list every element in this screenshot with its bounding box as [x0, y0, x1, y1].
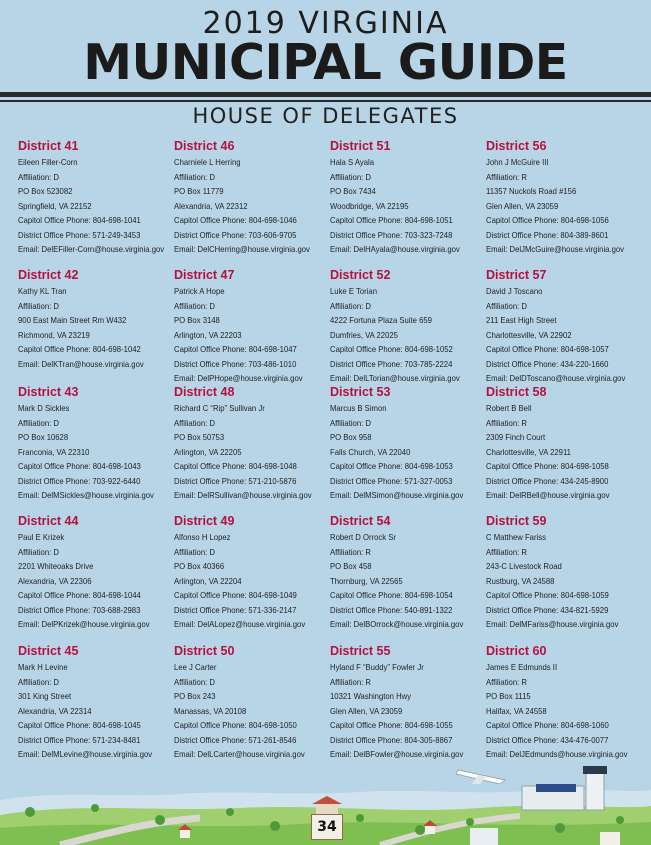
address-line-1: 11357 Nuckols Road #156 — [486, 186, 577, 196]
address-line-2: Charlottesville, VA 22902 — [486, 329, 572, 340]
email-address[interactable]: Email: DelMSickles@house.virginia.gov — [18, 490, 154, 500]
capitol-office-phone: Capitol Office Phone: 804-698-1057 — [486, 344, 609, 354]
delegate-name: Mark H Levine — [18, 662, 68, 672]
address-line-1: PO Box 3148 — [174, 315, 220, 325]
address-line-2: Franconia, VA 22310 — [18, 446, 90, 457]
delegate-entry — [174, 385, 324, 503]
district-office-phone: District Office Phone: 804-305-8867 — [330, 734, 453, 745]
page-number: 34 — [311, 814, 343, 840]
district-heading: District 55 — [330, 644, 391, 658]
affiliation: Affiliation: D — [18, 417, 59, 428]
delegates-directory — [18, 139, 643, 779]
delegate-entry — [330, 139, 480, 257]
address-line-2: Thornburg, VA 22565 — [330, 575, 403, 586]
airport-building — [522, 766, 607, 810]
delegate-name: James E Edmunds II — [486, 662, 558, 672]
capitol-office-phone: Capitol Office Phone: 804-698-1051 — [330, 215, 453, 225]
address-line-2: Arlington, VA 22204 — [174, 575, 242, 586]
delegate-entry — [486, 139, 636, 257]
delegate-name: Patrick A Hope — [174, 286, 225, 296]
delegate-entry — [486, 385, 636, 503]
email-address[interactable]: Email: DelPHope@house.virginia.gov — [174, 373, 303, 383]
address-line-2: Dumfries, VA 22025 — [330, 329, 398, 340]
district-office-phone: District Office Phone: 540-891-1322 — [330, 604, 453, 615]
guide-title: MUNICIPAL GUIDE — [83, 34, 568, 91]
district-heading: District 42 — [18, 268, 79, 282]
affiliation: Affiliation: R — [486, 676, 527, 687]
airplane-icon — [456, 770, 505, 784]
email-address[interactable]: Email: DelDToscano@house.virginia.gov — [486, 373, 626, 383]
address-line-2: Woodbridge, VA 22195 — [330, 200, 409, 211]
delegate-name: John J McGuire III — [486, 157, 549, 167]
district-heading: District 43 — [18, 385, 79, 399]
affiliation: Affiliation: D — [18, 300, 59, 311]
delegate-name: Robert B Bell — [486, 403, 532, 413]
district-office-phone: District Office Phone: 434-821-5929 — [486, 604, 609, 615]
district-office-phone: District Office Phone: 703-323-7248 — [330, 229, 453, 240]
district-heading: District 51 — [330, 139, 391, 153]
capitol-office-phone: Capitol Office Phone: 804-698-1049 — [174, 590, 297, 600]
district-office-phone: District Office Phone: 571-336-2147 — [174, 604, 297, 615]
address-line-2: Rustburg, VA 24588 — [486, 575, 555, 586]
district-heading: District 50 — [174, 644, 235, 658]
district-office-phone: District Office Phone: 703-486-1010 — [174, 358, 297, 369]
email-address[interactable]: Email: DelMLevine@house.virginia.gov — [18, 749, 153, 759]
address-line-2: Charlottesville, VA 22911 — [486, 446, 571, 457]
district-heading: District 46 — [174, 139, 235, 153]
district-heading: District 45 — [18, 644, 79, 658]
capitol-office-phone: Capitol Office Phone: 804-698-1047 — [174, 344, 297, 354]
district-office-phone: District Office Phone: 434-220-1660 — [486, 358, 609, 369]
affiliation: Affiliation: D — [174, 300, 215, 311]
title-rule-thin — [0, 100, 651, 102]
district-heading: District 47 — [174, 268, 235, 282]
district-office-phone: District Office Phone: 703-785-2224 — [330, 358, 453, 369]
district-heading: District 52 — [330, 268, 391, 282]
address-line-1: PO Box 523082 — [18, 186, 73, 196]
email-address[interactable]: Email: DelPKrizek@house.virginia.gov — [18, 619, 150, 629]
section-heading: HOUSE OF DELEGATES — [192, 104, 459, 128]
district-heading: District 54 — [330, 514, 391, 528]
affiliation: Affiliation: R — [486, 417, 527, 428]
district-heading: District 41 — [18, 139, 79, 153]
affiliation: Affiliation: D — [330, 171, 371, 182]
district-office-phone: District Office Phone: 571-261-8546 — [174, 734, 297, 745]
delegate-name: Robert D Orrock Sr — [330, 532, 396, 542]
address-line-2: Richmond, VA 23219 — [18, 329, 90, 340]
address-line-2: Arlington, VA 22203 — [174, 329, 242, 340]
address-line-2: Glen Allen, VA 23059 — [330, 705, 403, 716]
email-address[interactable]: Email: DelMSimon@house.virginia.gov — [330, 490, 464, 500]
email-address[interactable]: Email: DelALopez@house.virginia.gov — [174, 619, 306, 629]
delegate-entry — [330, 514, 480, 632]
capitol-office-phone: Capitol Office Phone: 804-698-1048 — [174, 461, 297, 471]
district-office-phone: District Office Phone: 804-389-8601 — [486, 229, 609, 240]
district-heading: District 58 — [486, 385, 547, 399]
capitol-office-phone: Capitol Office Phone: 804-698-1050 — [174, 720, 297, 730]
district-office-phone: District Office Phone: 571-210-5876 — [174, 475, 297, 486]
capitol-office-phone: Capitol Office Phone: 804-698-1056 — [486, 215, 609, 225]
email-address[interactable]: Email: DelBFowler@house.virginia.gov — [330, 749, 464, 759]
address-line-1: PO Box 11779 — [174, 186, 224, 196]
delegate-entry — [18, 514, 168, 632]
district-heading: District 48 — [174, 385, 235, 399]
address-line-1: 2201 Whiteoaks Drive — [18, 561, 94, 571]
email-address[interactable]: Email: DelJMcGuire@house.virginia.gov — [486, 244, 625, 254]
affiliation: Affiliation: R — [330, 676, 371, 687]
capitol-office-phone: Capitol Office Phone: 804-698-1042 — [18, 344, 141, 354]
delegate-name: Alfonso H Lopez — [174, 532, 231, 542]
capitol-office-phone: Capitol Office Phone: 804-698-1055 — [330, 720, 453, 730]
email-address[interactable]: Email: DelLTorian@house.virginia.gov — [330, 373, 460, 383]
address-line-2: Manassas, VA 20108 — [174, 705, 247, 716]
delegate-entry — [330, 268, 480, 386]
capitol-office-phone: Capitol Office Phone: 804-698-1045 — [18, 720, 141, 730]
capitol-office-phone: Capitol Office Phone: 804-698-1058 — [486, 461, 609, 471]
delegate-name: Lee J Carter — [174, 662, 217, 672]
delegate-entry — [486, 268, 636, 386]
delegate-name: David J Toscano — [486, 286, 543, 296]
delegate-entry — [174, 268, 324, 386]
address-line-1: 10321 Washington Hwy — [330, 691, 412, 701]
delegate-name: C Matthew Fariss — [486, 532, 546, 542]
address-line-2: Arlington, VA 22205 — [174, 446, 242, 457]
delegate-name: Hala S Ayala — [330, 157, 374, 167]
capitol-office-phone: Capitol Office Phone: 804-698-1041 — [18, 215, 141, 225]
affiliation: Affiliation: D — [174, 417, 215, 428]
email-address[interactable]: Email: DelBOrrock@house.virginia.gov — [330, 619, 464, 629]
email-address[interactable]: Email: DelRSullivan@house.virginia.gov — [174, 490, 312, 500]
address-line-1: PO Box 40366 — [174, 561, 225, 571]
affiliation: Affiliation: R — [486, 546, 527, 557]
email-address[interactable]: Email: DelJEdmunds@house.virginia.gov — [486, 749, 628, 759]
delegate-entry — [174, 644, 324, 762]
district-heading: District 57 — [486, 268, 547, 282]
affiliation: Affiliation: D — [18, 171, 59, 182]
address-line-1: PO Box 10628 — [18, 432, 69, 442]
delegate-name: Hyland F “Buddy” Fowler Jr — [330, 662, 424, 672]
address-line-1: 211 East High Street — [486, 315, 557, 325]
address-line-1: 900 East Main Street Rm W432 — [18, 315, 127, 325]
delegate-name: Kathy KL Tran — [18, 286, 67, 296]
delegate-entry — [174, 514, 324, 632]
delegate-name: Marcus B Simon — [330, 403, 387, 413]
delegate-name: Charniele L Herring — [174, 157, 241, 167]
affiliation: Affiliation: D — [174, 171, 215, 182]
affiliation: Affiliation: D — [18, 546, 59, 557]
address-line-1: 301 King Street — [18, 691, 72, 701]
delegate-name: Luke E Torian — [330, 286, 377, 296]
affiliation: Affiliation: D — [18, 676, 59, 687]
delegate-entry — [486, 644, 636, 762]
district-heading: District 49 — [174, 514, 235, 528]
affiliation: Affiliation: R — [486, 171, 527, 182]
address-line-2: Glen Allen, VA 23059 — [486, 200, 559, 211]
delegate-entry — [18, 385, 168, 503]
delegate-entry — [174, 139, 324, 257]
capitol-office-phone: Capitol Office Phone: 804-698-1046 — [174, 215, 297, 225]
email-address[interactable]: Email: DelLCarter@house.virginia.gov — [174, 749, 305, 759]
delegate-entry — [486, 514, 636, 632]
capitol-office-phone: Capitol Office Phone: 804-698-1043 — [18, 461, 141, 471]
delegate-name: Richard C “Rip” Sullivan Jr — [174, 403, 265, 413]
address-line-1: 243-C Livestock Road — [486, 561, 562, 571]
affiliation: Affiliation: D — [486, 300, 527, 311]
address-line-1: 2309 Finch Court — [486, 432, 546, 442]
address-line-2: Halifax, VA 24558 — [486, 705, 547, 716]
district-heading: District 56 — [486, 139, 547, 153]
address-line-1: PO Box 243 — [174, 691, 216, 701]
district-heading: District 60 — [486, 644, 547, 658]
delegate-name: Mark D Sickles — [18, 403, 70, 413]
affiliation: Affiliation: D — [330, 417, 371, 428]
capitol-office-phone: Capitol Office Phone: 804-698-1060 — [486, 720, 609, 730]
capitol-office-phone: Capitol Office Phone: 804-698-1059 — [486, 590, 609, 600]
delegate-entry — [330, 644, 480, 762]
email-address[interactable]: Email: DelRBell@house.virginia.gov — [486, 490, 610, 500]
district-office-phone: District Office Phone: 703-922-6440 — [18, 475, 141, 486]
district-office-phone: District Office Phone: 571-249-3453 — [18, 229, 141, 240]
address-line-1: PO Box 1115 — [486, 691, 531, 701]
address-line-2: Alexandria, VA 22306 — [18, 575, 92, 586]
address-line-1: PO Box 50753 — [174, 432, 225, 442]
address-line-2: Alexandria, VA 22312 — [174, 200, 248, 211]
address-line-2: Falls Church, VA 22040 — [330, 446, 411, 457]
address-line-2: Springfield, VA 22152 — [18, 200, 92, 211]
year-heading: 2019 VIRGINIA — [202, 6, 449, 41]
address-line-1: 4222 Fortuna Plaza Suite 659 — [330, 315, 432, 325]
district-office-phone: District Office Phone: 434-476-0077 — [486, 734, 609, 745]
capitol-office-phone: Capitol Office Phone: 804-698-1053 — [330, 461, 453, 471]
email-address[interactable]: Email: DelEFiller-Corn@house.virginia.gov — [18, 244, 165, 254]
district-office-phone: District Office Phone: 703-606-9705 — [174, 229, 297, 240]
affiliation: Affiliation: D — [174, 546, 215, 557]
affiliation: Affiliation: D — [174, 676, 215, 687]
delegate-name: Eileen Filler-Corn — [18, 157, 78, 167]
title-rule-thick — [0, 92, 651, 97]
capitol-office-phone: Capitol Office Phone: 804-698-1054 — [330, 590, 453, 600]
district-office-phone: District Office Phone: 571-327-0053 — [330, 475, 453, 486]
district-office-phone: District Office Phone: 434-245-8900 — [486, 475, 609, 486]
address-line-1: PO Box 7434 — [330, 186, 376, 196]
email-address[interactable]: Email: DelHAyala@house.virginia.gov — [330, 244, 460, 254]
email-address[interactable]: Email: DelKTran@house.virginia.gov — [18, 358, 144, 369]
email-address[interactable]: Email: DelCHerring@house.virginia.gov — [174, 244, 310, 254]
capitol-office-phone: Capitol Office Phone: 804-698-1044 — [18, 590, 141, 600]
delegate-entry — [18, 139, 168, 257]
delegate-entry — [18, 268, 168, 371]
affiliation: Affiliation: D — [330, 300, 371, 311]
delegate-entry — [330, 385, 480, 503]
delegate-entry — [18, 644, 168, 762]
district-heading: District 44 — [18, 514, 79, 528]
email-address[interactable]: Email: DelMFariss@house.virginia.gov — [486, 619, 619, 629]
capitol-office-phone: Capitol Office Phone: 804-698-1052 — [330, 344, 453, 354]
district-office-phone: District Office Phone: 571-234-8481 — [18, 734, 141, 745]
district-heading: District 59 — [486, 514, 547, 528]
delegate-name: Paul E Krizek — [18, 532, 65, 542]
address-line-2: Alexandria, VA 22314 — [18, 705, 92, 716]
address-line-1: PO Box 458 — [330, 561, 372, 571]
address-line-1: PO Box 958 — [330, 432, 372, 442]
district-office-phone: District Office Phone: 703-688-2983 — [18, 604, 141, 615]
affiliation: Affiliation: R — [330, 546, 371, 557]
district-heading: District 53 — [330, 385, 391, 399]
